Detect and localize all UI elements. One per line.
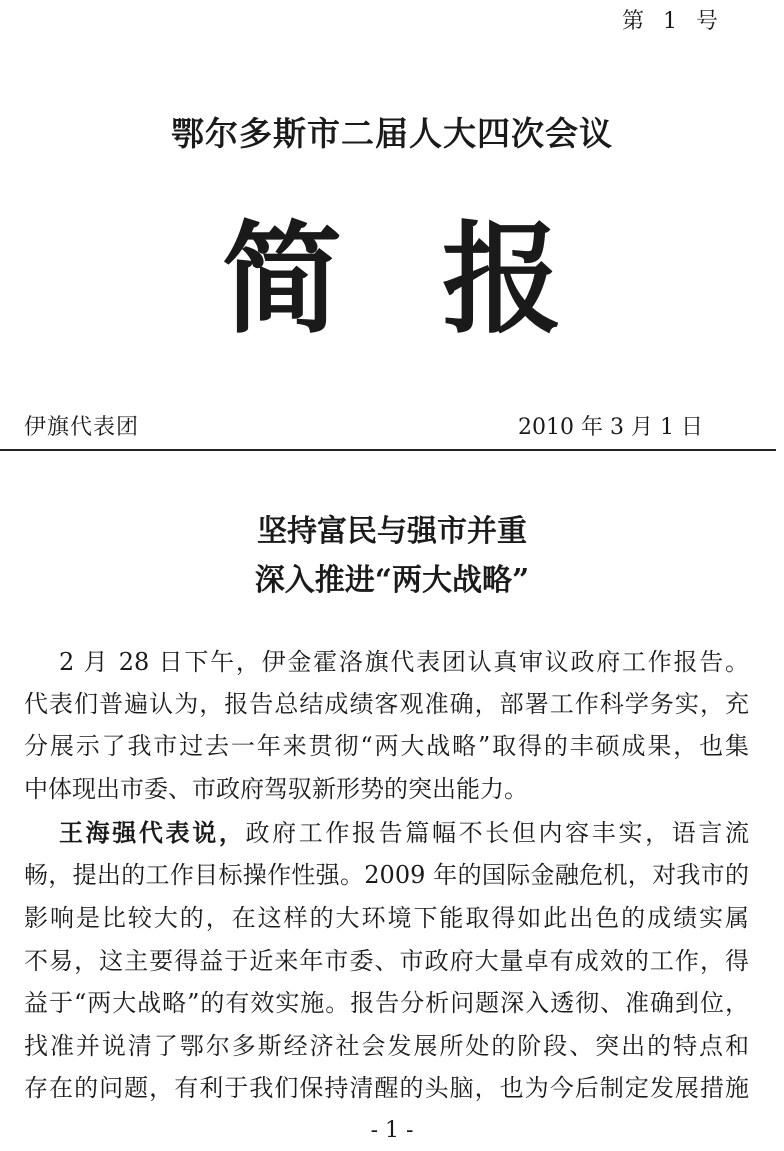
article-title-line-2: 深入推进“两大战略” bbox=[254, 563, 530, 598]
header-divider bbox=[0, 449, 776, 451]
speaker-name: 王海强代表说， bbox=[59, 818, 246, 847]
issue-date: 2010 年 3 月 1 日 bbox=[518, 415, 703, 440]
delegation-name: 伊旗代表团 bbox=[24, 415, 140, 440]
page-number: - 1 - bbox=[370, 1118, 414, 1143]
paragraph-2-line-4: 不易，这主要得益于近来年市委、市政府大量卓有成效的工作，得 bbox=[24, 947, 749, 975]
paragraph-2-line-1-text: 政府工作报告篇幅不长但内容丰实，语言流 bbox=[245, 819, 750, 847]
bulletin-title: 简报 bbox=[222, 209, 662, 350]
paragraph-1-line-1: 2 月 28 日下午，伊金霍洛旗代表团认真审议政府工作报告。 bbox=[59, 648, 749, 676]
paragraph-2-line-3: 影响是比较大的，在这样的大环境下能取得如此出色的成绩实属 bbox=[24, 904, 749, 932]
meeting-title: 鄂尔多斯市二届人大四次会议 bbox=[171, 114, 613, 153]
paragraph-1-line-4: 中体现出市委、市政府驾驭新形势的突出能力。 bbox=[24, 775, 528, 803]
article-title-line-1: 坚持富民与强市并重 bbox=[257, 514, 527, 549]
paragraph-2-line-1 bbox=[59, 818, 749, 848]
paragraph-1-line-2: 代表们普遍认为，报告总结成绩客观准确，部署工作科学务实，充 bbox=[24, 690, 749, 718]
paragraph-2-line-7: 存在的问题，有利于我们保持清醒的头脑，也为今后制定发展措施 bbox=[24, 1074, 749, 1102]
paragraph-2-line-6: 找准并说清了鄂尔多斯经济社会发展所处的阶段、突出的特点和 bbox=[24, 1032, 749, 1060]
paragraph-2-line-2: 畅，提出的工作目标操作性强。2009 年的国际金融危机，对我市的 bbox=[24, 861, 749, 889]
paragraph-1-line-3: 分展示了我市过去一年来贯彻“两大战略”取得的丰硕成果，也集 bbox=[24, 732, 749, 760]
issue-number: 第 1 号 bbox=[622, 9, 724, 34]
paragraph-2-line-5: 益于“两大战略”的有效实施。报告分析问题深入透彻、准确到位， bbox=[24, 989, 749, 1017]
